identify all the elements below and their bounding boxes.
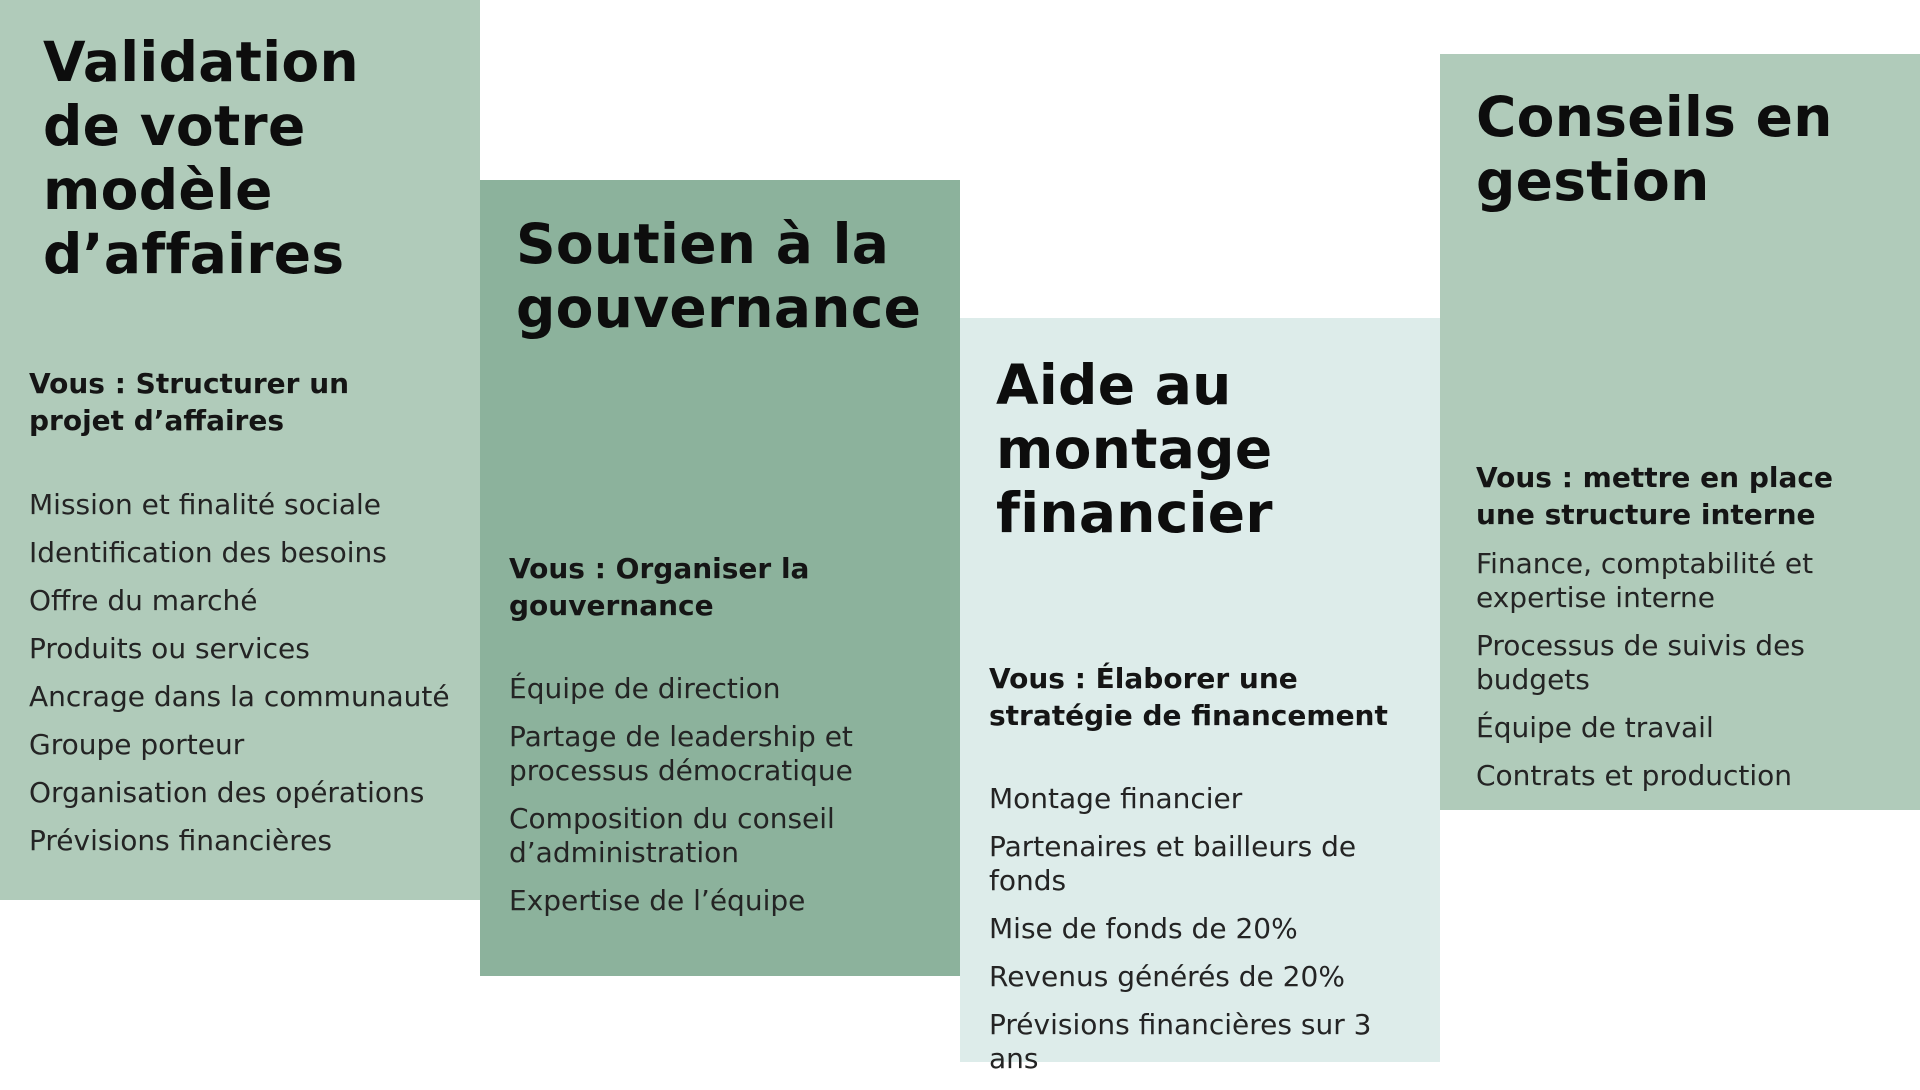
list-item: Revenus générés de 20% [989, 960, 1345, 993]
list-item: Ancrage dans la communauté [29, 680, 450, 713]
card-item-list [29, 488, 450, 872]
card-governance-support [480, 180, 960, 976]
card-title: Validation de votre modèle d’affaires [43, 30, 359, 286]
list-item: Prévisions financières [29, 824, 332, 857]
card-title: Conseils en gestion [1476, 85, 1833, 213]
card-title: Aide au montage financier [996, 353, 1273, 545]
card-subtitle: Vous : Organiser la gouvernance [509, 552, 810, 622]
list-item: Expertise de l’équipe [509, 884, 806, 917]
card-item-list [509, 672, 939, 932]
list-item: Organisation des opérations [29, 776, 425, 809]
list-item: Équipe de travail [1476, 711, 1714, 744]
list-item: Identification des besoins [29, 536, 387, 569]
list-item: Produits ou services [29, 632, 310, 665]
card-subtitle: Vous : Élaborer une stratégie de financement [989, 662, 1388, 732]
list-item: Mise de fonds de 20% [989, 912, 1298, 945]
list-item: Contrats et production [1476, 759, 1792, 792]
card-subtitle: Vous : mettre en place une structure interne [1476, 461, 1833, 531]
list-item: Finance, comptabilité et expertise interne [1476, 547, 1814, 614]
list-item: Mission et finalité sociale [29, 488, 382, 521]
list-item: Partenaires et bailleurs de fonds [989, 830, 1357, 897]
list-item: Prévisions financières sur 3 ans [989, 1008, 1372, 1075]
list-item: Montage financier [989, 782, 1243, 815]
list-item: Processus de suivis des budgets [1476, 629, 1805, 696]
list-item: Offre du marché [29, 584, 258, 617]
card-management-advice [1440, 54, 1920, 810]
list-item: Composition du conseil d’administration [509, 802, 835, 869]
card-financial-setup [960, 318, 1440, 1075]
card-item-list [989, 782, 1429, 1090]
list-item: Équipe de direction [509, 672, 781, 705]
card-title: Soutien à la gouvernance [516, 212, 922, 340]
card-item-list [1476, 547, 1906, 807]
list-item: Partage de leadership et processus démocratique [509, 720, 853, 787]
card-subtitle: Vous : Structurer un projet d’affaires [29, 367, 350, 437]
list-item: Groupe porteur [29, 728, 245, 761]
card-business-model-validation [0, 0, 480, 900]
